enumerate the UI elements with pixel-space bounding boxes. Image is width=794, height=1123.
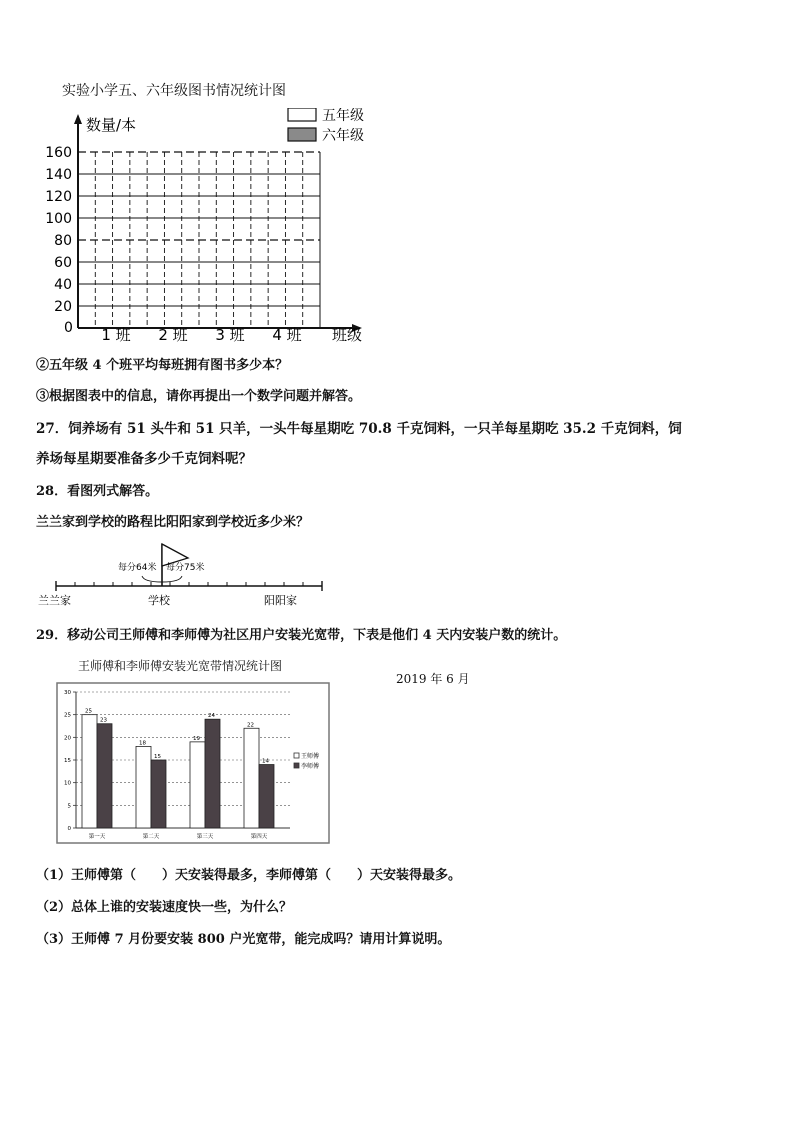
bar-value-label: 18	[139, 740, 146, 747]
chart1-title: 实验小学五、六年级图书情况统计图	[62, 83, 286, 99]
question-27-line1: 27．饲养场有 51 头牛和 51 只羊，一头牛每星期吃 70.8 千克饲料，一只羊每星期吃 35.2 千克饲料，饲	[36, 421, 682, 437]
bar-value-label: 23	[100, 717, 107, 724]
y-tick-label: 140	[45, 167, 72, 183]
bar-wang	[82, 715, 97, 828]
chart2-date: 2019 年 6 月	[396, 672, 470, 686]
chart2-x-category-label: 第一天	[88, 834, 106, 840]
x-category-label: 3 班	[215, 326, 245, 344]
chart1-ylabel: 数量/本	[86, 116, 137, 134]
y-tick-label: 40	[54, 277, 72, 293]
legend-grade6: 六年级	[322, 128, 364, 144]
chart2-legend-swatch-li	[294, 763, 299, 768]
legend-swatch-grade5	[288, 108, 316, 121]
chart2-y-tick-label: 0	[67, 826, 71, 832]
bar-li	[259, 765, 274, 828]
x-category-label: 2 班	[158, 326, 188, 344]
question-29-1: （1）王师傅第（ ）天安装得最多，李师傅第（ ）天安装得最多。	[36, 868, 462, 883]
route-speed-left: 每分64米	[118, 563, 157, 573]
bar-li	[205, 719, 220, 828]
bar-wang	[136, 746, 151, 828]
chart2-legend-li: 李师傅	[301, 763, 320, 770]
route-right-label: 阳阳家	[264, 594, 297, 607]
question-29-2: （2）总体上谁的安装速度快一些，为什么？	[36, 900, 293, 915]
chart1-xlabel: 班级	[332, 326, 363, 344]
legend-grade5: 五年级	[322, 108, 364, 124]
book-chart	[30, 108, 390, 348]
x-category-label: 4 班	[272, 326, 302, 344]
install-chart	[56, 682, 330, 844]
chart2-y-tick-label: 10	[64, 780, 71, 787]
y-tick-label: 160	[45, 145, 72, 161]
legend-swatch-grade6	[288, 128, 316, 141]
chart2-title: 王师傅和李师傅安装光宽带情况统计图	[78, 659, 283, 673]
route-speed-right: 每分75米	[166, 563, 205, 573]
bar-value-label: 22	[247, 722, 254, 729]
question-28-sub: 兰兰家到学校的路程比阳阳家到学校近多少米？	[36, 515, 310, 530]
route-diagram	[36, 538, 336, 610]
bar-value-label: 24	[208, 713, 215, 720]
x-category-label: 1 班	[101, 326, 131, 344]
bar-value-label: 19	[193, 735, 200, 742]
chart2-y-tick-label: 20	[64, 735, 71, 742]
bar-wang	[190, 742, 205, 828]
chart2-y-tick-label: 15	[64, 758, 71, 764]
bar-li	[97, 724, 112, 828]
chart1-origin: 0	[64, 320, 73, 336]
bar-value-label: 14	[262, 758, 269, 765]
bar-li	[151, 760, 166, 828]
y-tick-label: 60	[54, 255, 72, 271]
route-mid-label: 学校	[148, 594, 170, 607]
bar-value-label: 25	[85, 708, 92, 715]
y-tick-label: 80	[54, 233, 72, 249]
y-tick-label: 120	[45, 189, 72, 205]
chart2-y-tick-label: 25	[64, 712, 71, 719]
y-tick-label: 20	[54, 299, 72, 315]
bar-wang	[244, 728, 259, 828]
chart2-x-category-label: 第三天	[196, 834, 214, 840]
question-28: 28．看图列式解答。	[36, 484, 159, 499]
question-26-2: ②五年级 4 个班平均每班拥有图书多少本？	[36, 358, 289, 373]
bar-value-label: 15	[154, 754, 161, 760]
chart2-legend-wang: 王师傅	[301, 753, 320, 760]
y-axis-arrow-icon	[74, 114, 82, 124]
chart2-x-category-label: 第二天	[142, 834, 160, 840]
question-29-3: （3）王师傅 7 月份要安装 800 户光宽带，能完成吗？请用计算说明。	[36, 932, 451, 947]
question-29: 29．移动公司王师傅和李师傅为社区用户安装光宽带，下表是他们 4 天内安装户数的统计。	[36, 628, 567, 643]
question-26-3: ③根据图表中的信息，请你再提出一个数学问题并解答。	[36, 389, 362, 404]
chart2-y-tick-label: 5	[67, 803, 71, 810]
route-left-label: 兰兰家	[38, 594, 71, 607]
chart2-x-category-label: 第四天	[250, 834, 268, 840]
y-tick-label: 100	[45, 211, 72, 227]
question-27-line2: 养场每星期要准备多少千克饲料呢？	[36, 451, 252, 467]
chart2-legend-swatch-wang	[294, 753, 299, 758]
chart2-y-tick-label: 30	[64, 690, 71, 696]
